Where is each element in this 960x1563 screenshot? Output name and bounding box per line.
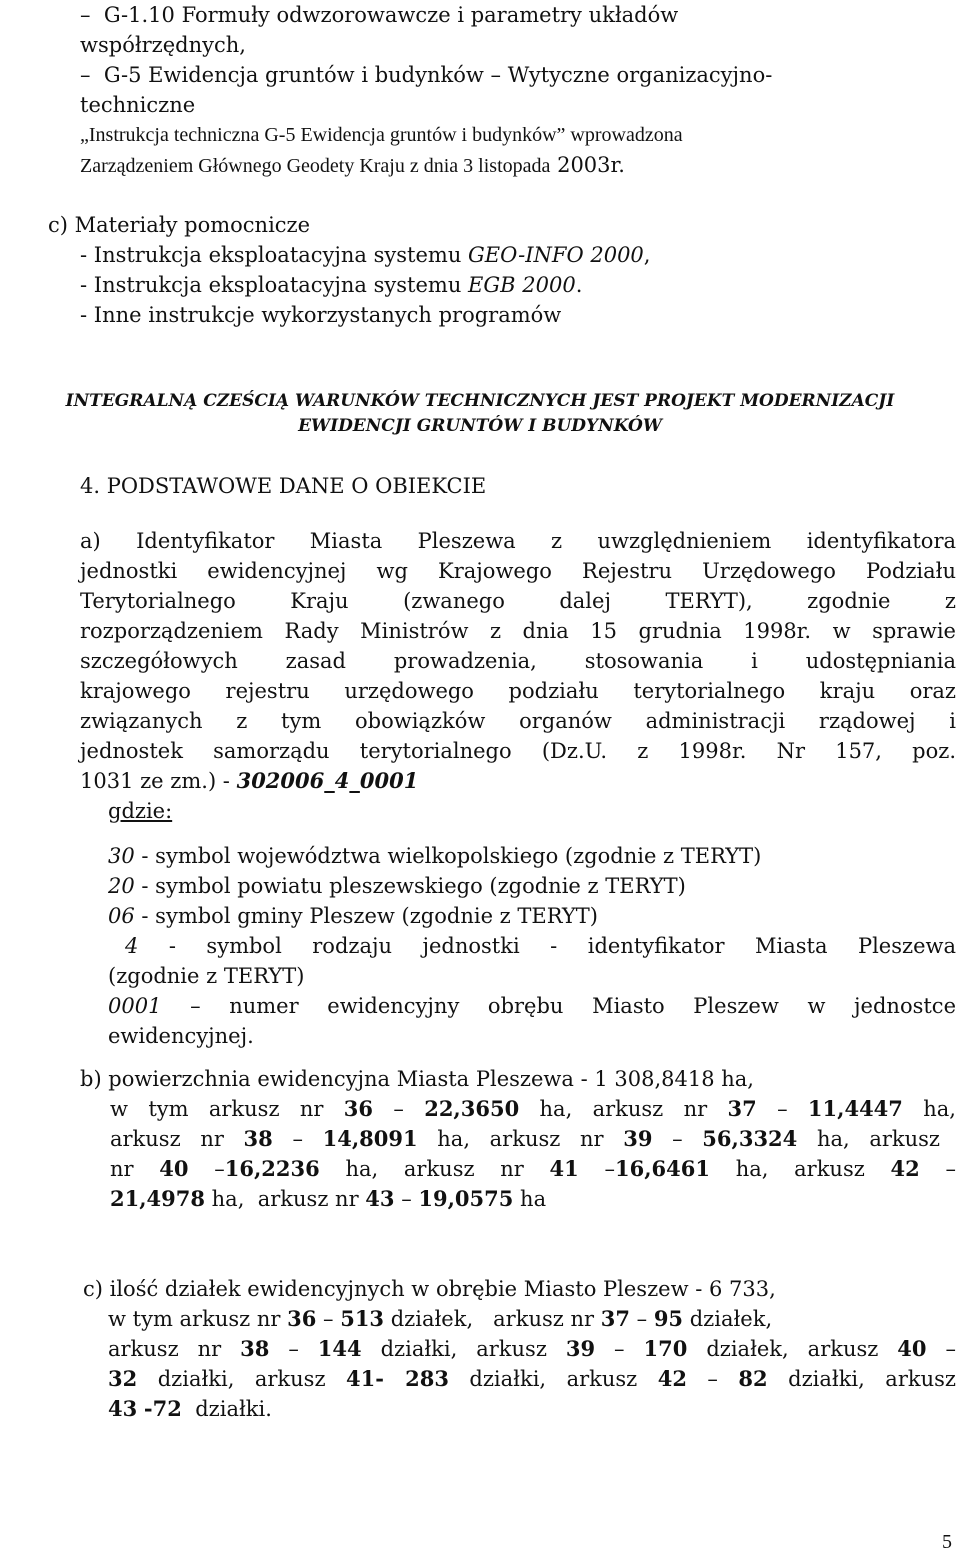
materials-item-text: - Instrukcja eksploatacyjna systemu: [80, 243, 469, 267]
section-4-title: 4. PODSTAWOWE DANE O OBIEKCIE: [80, 474, 487, 498]
paragraph-c-line-1: w tym arkusz nr 36 – 513 działek, arkusz nr 37 – 95 działek,: [108, 1306, 773, 1331]
materials-item-1: [80, 240, 650, 270]
sheet-area: 22,3650: [424, 1096, 520, 1121]
sheet-number: 39: [623, 1126, 653, 1151]
code-description: – numer ewidencyjny obrębu Miasto Pleszew w jednostce: [161, 994, 956, 1018]
code-description: - symbol gminy Pleszew (zgodnie z TERYT): [134, 904, 598, 928]
sheet-number: 43: [108, 1396, 138, 1421]
paragraph-b-line-4: 21,4978 ha, arkusz nr 43 – 19,0575 ha: [110, 1186, 547, 1211]
code-20: [108, 871, 686, 901]
code-value: 30: [108, 844, 135, 868]
punctuation: ,: [643, 243, 651, 267]
paragraph-a-line-2: jednostki ewidencyjnej wg Krajowego Rejestru Urzędowego Podziału: [80, 559, 956, 583]
paragraph-c-line-2: arkusz nr 38 – 144 działki, arkusz 39 – 170 działek, arkusz 40 –: [108, 1336, 956, 1361]
standard-number: G-1.10: [103, 3, 175, 27]
paragraph-b-line-3: nr 40 –16,2236 ha, arkusz nr 41 –16,6461 ha, arkusz 42 –: [110, 1156, 956, 1181]
sheet-area: 14,8091: [322, 1126, 418, 1151]
paragraph-a-line-4: rozporządzeniem Rady Ministrów z dnia 15 grudnia 1998r. w sprawie: [80, 619, 956, 643]
code-value: 20: [108, 874, 135, 898]
parcel-word: działki: [788, 1367, 859, 1391]
code-0001: [108, 991, 956, 1021]
sheet-number: 36: [287, 1306, 317, 1331]
parcel-count: 95: [653, 1306, 684, 1331]
paragraph-b-title: b) powierzchnia ewidencyjna Miasta Pleszewa - 1 308,8418 ha,: [80, 1067, 754, 1091]
parcel-count: 72: [152, 1396, 182, 1421]
code-value: 06: [108, 904, 135, 928]
paragraph-a-line-5: szczegółowych zasad prowadzenia, stosowania i udostępniania: [80, 649, 956, 673]
sheet-number: 37: [727, 1096, 757, 1121]
sheet-area: 16,2236: [224, 1156, 320, 1181]
sheet-area: 56,3324: [702, 1126, 798, 1151]
paragraph-b-line-2: arkusz nr 38 – 14,8091 ha, arkusz nr 39 – 56,3324 ha, arkusz: [110, 1126, 940, 1151]
materials-title: c) Materiały pomocnicze: [48, 213, 311, 237]
sheet-number: 37: [600, 1306, 630, 1331]
parcel-word: działek: [706, 1337, 783, 1361]
paragraph-b-line-1: w tym arkusz nr 36 – 22,3650 ha, arkusz nr 37 – 11,4447 ha,: [110, 1096, 956, 1121]
sheet-area: 21,4978: [110, 1186, 205, 1211]
sheet-area: 11,4447: [807, 1096, 903, 1121]
sheet-area: 19,0575: [418, 1186, 514, 1211]
standard-title: Ewidencja gruntów i budynków – Wytyczne organizacyjno-: [148, 63, 773, 87]
page-number: 5: [942, 1531, 952, 1553]
parcel-word: działki: [195, 1397, 266, 1421]
sheet-number: 38: [243, 1126, 273, 1151]
parcel-count: 144: [317, 1336, 362, 1361]
unit-identifier: 302006_4_0001: [236, 768, 419, 793]
notice-line-2: EWIDENCJI GRUNTÓW I BUDYNKÓW: [298, 416, 662, 436]
paragraph-text: 1031 ze zm.) -: [80, 769, 237, 793]
code-value: 0001: [108, 994, 162, 1018]
parcel-word: działki: [380, 1337, 451, 1361]
sheet-number: 38: [240, 1336, 270, 1361]
code-06: [108, 901, 598, 931]
sheet-number: 42: [890, 1156, 920, 1181]
paragraph-a-line-7: związanych z tym obowiązków organów administracji rządowej i: [80, 709, 956, 733]
paragraph-a-line-3: Terytorialnego Kraju (zwanego dalej TERYT), zgodnie z: [80, 589, 956, 613]
sheet-number: 40: [897, 1336, 927, 1361]
parcel-word: działki: [157, 1367, 228, 1391]
parcel-word: działki: [469, 1367, 540, 1391]
paragraph-a-line-6: krajowego rejestru urzędowego podziału terytorialnego kraju oraz: [80, 679, 956, 703]
where-label: gdzie:: [108, 799, 173, 823]
sheet-number: 40: [159, 1156, 189, 1181]
notice-line-1: INTEGRALNĄ CZEŚCIĄ WARUNKÓW TECHNICZNYCH JEST PROJEKT MODERNIZACJI: [65, 391, 895, 411]
system-name: EGB 2000: [468, 273, 576, 297]
parcel-count: 283: [405, 1366, 449, 1391]
instruction-line-2: [80, 150, 625, 181]
code-description: - symbol powiatu pleszewskiego (zgodnie z TERYT): [134, 874, 686, 898]
parcel-word: działek: [689, 1307, 766, 1331]
sheet-number: 36: [343, 1096, 374, 1121]
standard-title: Formuły odwzorowawcze i parametry układów: [181, 3, 679, 27]
sheet-number: 39: [565, 1336, 596, 1361]
materials-item-text: - Instrukcja eksploatacyjna systemu: [80, 273, 469, 297]
code-4-cont: (zgodnie z TERYT): [108, 964, 305, 988]
paragraph-a-line-1: a) Identyfikator Miasta Pleszewa z uwzględnieniem identyfikatora: [80, 529, 956, 553]
paragraph-c-title: c) ilość działek ewidencyjnych w obrębie Miasto Pleszew - 6 733,: [83, 1277, 776, 1301]
sheet-area: 16,6461: [615, 1156, 710, 1181]
instruction-year: 2003r.: [557, 153, 625, 177]
system-name: GEO-INFO 2000: [468, 243, 644, 267]
list-item-g1-10-cont: współrzędnych,: [80, 33, 246, 57]
code-description: - symbol województwa wielkopolskiego (zgodnie z TERYT): [134, 844, 762, 868]
code-0001-cont: ewidencyjnej.: [108, 1024, 254, 1048]
punctuation: .: [575, 273, 583, 297]
sheet-number: 41: [549, 1156, 579, 1181]
materials-item-3: - Inne instrukcje wykorzystanych programów: [80, 303, 562, 327]
code-30: [108, 841, 761, 871]
paragraph-a-line-9: [80, 766, 418, 796]
parcel-count: 82: [738, 1366, 768, 1391]
paragraph-c-line-3: 32 działki, arkusz 41- 283 działki, arkusz 42 – 82 działki, arkusz: [108, 1366, 956, 1391]
standard-number: G-5: [103, 63, 142, 87]
parcel-count: 513: [340, 1306, 385, 1331]
sheet-number: 41: [346, 1366, 376, 1391]
code-value: 4: [125, 934, 139, 958]
instruction-line-1: „Instrukcja techniczna G-5 Ewidencja gruntów i budynków” wprowadzona: [80, 124, 683, 146]
paragraph-a-line-8: jednostek samorządu terytorialnego (Dz.U. z 1998r. Nr 157, poz.: [80, 739, 956, 763]
list-item-g5: – G-5 Ewidencja gruntów i budynków – Wytyczne organizacyjno-: [80, 63, 773, 87]
instruction-text: Zarządzeniem Głównego Geodety Kraju z dnia 3 listopada: [80, 155, 551, 177]
materials-item-2: [80, 270, 582, 300]
paragraph-c-line-4: 43 -72 działki.: [108, 1396, 272, 1421]
list-item-g5-cont: techniczne: [80, 93, 196, 117]
parcel-count: 170: [643, 1336, 688, 1361]
sheet-number: 43: [365, 1186, 395, 1211]
parcel-count: 32: [108, 1366, 138, 1391]
code-description: - symbol rodzaju jednostki - identyfikator Miasta Pleszewa: [138, 934, 956, 958]
sheet-number: 42: [657, 1366, 687, 1391]
list-item-g1-10: – G-1.10 Formuły odwzorowawcze i parametry układów: [80, 3, 679, 27]
code-4: [125, 931, 956, 961]
parcel-word: działek: [390, 1307, 467, 1331]
